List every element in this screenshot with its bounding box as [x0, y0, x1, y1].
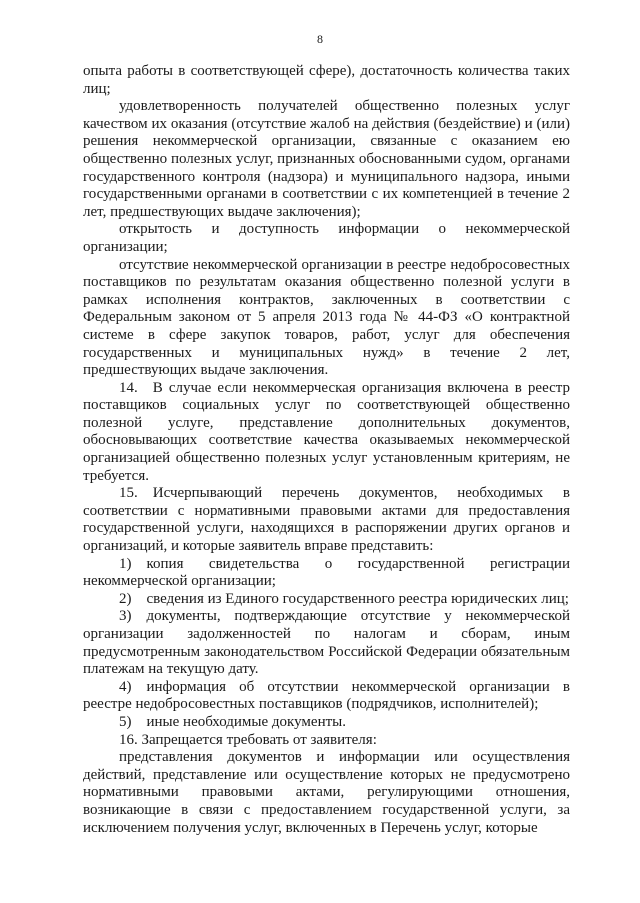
- list-item-5: 5) иные необходимые документы.: [119, 713, 346, 730]
- paragraph-experience: опыта работы в соответствующей сфере), достаточность количества таких лиц;: [83, 63, 570, 97]
- paragraph-registry-absence: отсутствие некоммерческой организации в реестре недобросовестных поставщиков по результатам оказания общественно полезной услуги в рамках исполнения контрактов, заключенных в соответствии с Федеральным законом от 5 апреля 2013 года № 44-ФЗ «О контрактной системе в сфере закупок товаров, работ, услуг для обеспечения государственных и муниципальных нужд» в течение 2 лет, предшествующих выдаче заключения.: [83, 256, 570, 379]
- paragraph-satisfaction: удовлетворенность получателей общественно полезных услуг качеством их оказания (отсутствие жалоб на действия (бездействие) и (или) решения некоммерческой организации, связанные с оказанием ею общественно полезных услуг, признанных обоснованными судом, органами государственного контроля (надзора) и муниципального надзора, иными государственными органами в соответствии с их компетенцией в течение 2 лет, предшествующих выдаче заключения);: [83, 98, 570, 220]
- paragraph-item-14: 14. В случае если некоммерческая организация включена в реестр поставщиков социальных услуг по соответствующей общественно полезной услуге, представление дополнительных документов, обосновывающих соответствие качества оказываемых некоммерческой организацией общественно полезных услуг установленным критериям, не требуется.: [83, 379, 570, 484]
- list-item-3: 3) документы, подтверждающие отсутствие у некоммерческой организации задолженностей по налогам и сборам, иным предусмотренным законодательством Российской Федерации обязательным платежам на текущую дату.: [83, 608, 570, 678]
- document-body: [83, 63, 570, 837]
- list-item-1: 1) копия свидетельства о государственной регистрации некоммерческой организации;: [83, 555, 570, 590]
- page-number: 8: [317, 32, 323, 46]
- list-item-2: 2) сведения из Единого государственного реестра юридических лиц;: [119, 590, 569, 607]
- paragraph-openness: открытость и доступность информации о некоммерческой организации;: [83, 221, 570, 255]
- paragraph-item-15: 15. Исчерпывающий перечень документов, необходимых в соответствии с нормативными правовыми актами для предоставления государственной услуги, находящихся в распоряжении других органов и организаций, и которые заявитель вправе представить:: [83, 485, 570, 555]
- paragraph-prohibition: представления документов и информации или осуществления действий, представление или осуществление которых не предусмотрено нормативными правовыми актами, регулирующими отношения, возникающие в связи с предоставлением государственной услуги, за исключением получения услуг, включенных в Перечень услуг, которые: [83, 749, 570, 836]
- list-item-4: 4) информация об отсутствии некоммерческой организации в реестре недобросовестных поставщиков (подрядчиков, исполнителей);: [83, 678, 570, 713]
- paragraph-item-16: 16. Запрещается требовать от заявителя:: [119, 731, 377, 748]
